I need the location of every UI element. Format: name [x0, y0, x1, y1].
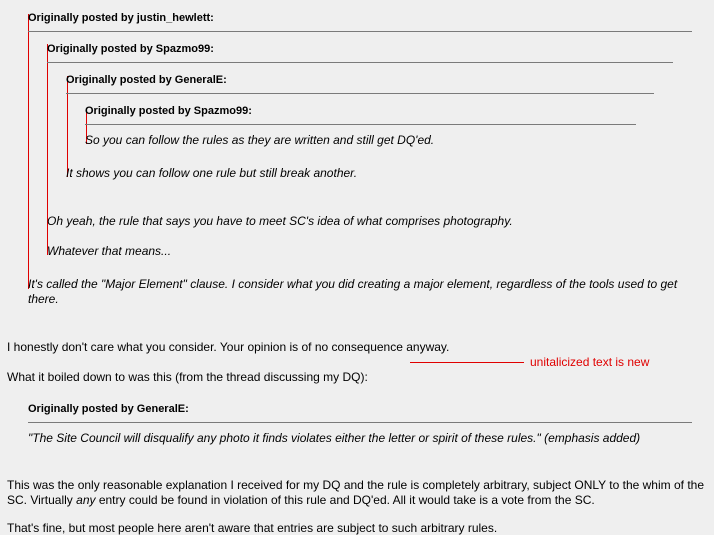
quote-divider: [47, 62, 673, 63]
reply-paragraph-part2: entry could be found in violation of this rule and DQ'ed. All it would take is a vote from the SC.: [95, 493, 595, 507]
quote-text-level4: So you can follow the rules as they are written and still get DQ'ed.: [85, 133, 435, 147]
annotation-line-level3: [67, 76, 68, 177]
quote-divider: [85, 124, 636, 125]
quote-header-generale: Originally posted by GeneralE:: [66, 74, 227, 86]
reply-paragraph-part1: This was the only reasonable explanation I received for my DQ and the rule is completely arbitrary, subject ONLY to the whim of the SC. Virtually: [7, 478, 705, 507]
quote-text-level3: It shows you can follow one rule but still break another.: [66, 166, 358, 180]
quote-text-level2-a: Oh yeah, the rule that says you have to meet SC's idea of what comprises photography.: [47, 214, 513, 228]
reply-quote-text: "The Site Council will disqualify any photo it finds violates either the letter or spirit of these rules." (emphasis added): [28, 431, 641, 445]
annotation-label: unitalicized text is new: [530, 355, 650, 369]
reply-paragraph: [7, 478, 707, 508]
reply-line-1: I honestly don't care what you consider. Your opinion is of no consequence anyway.: [7, 340, 450, 354]
reply-line-2: What it boiled down to was this (from the thread discussing my DQ):: [7, 370, 368, 384]
annotation-pointer-line: [410, 362, 524, 363]
quote-header-spazmo99: Originally posted by Spazmo99:: [47, 43, 214, 55]
quote-divider: [28, 422, 692, 423]
quote-divider: [28, 31, 692, 32]
quote-header-generale-reply: Originally posted by GeneralE:: [28, 403, 189, 415]
quote-divider: [66, 93, 654, 94]
quote-header-spazmo99-inner: Originally posted by Spazmo99:: [85, 105, 252, 117]
quote-text-level2-b: Whatever that means...: [47, 244, 172, 258]
quote-text-level1: It's called the "Major Element" clause. I consider what you did creating a major element, regardless of the tools used to get there.: [28, 277, 678, 306]
quote-header-justin-hewlett: Originally posted by justin_hewlett:: [28, 12, 214, 24]
reply-line-cut: That's fine, but most people here aren't aware that entries are subject to such arbitrary rules.: [7, 521, 498, 535]
reply-paragraph-emphasis: any: [76, 493, 96, 507]
annotation-line-level1: [28, 14, 29, 289]
